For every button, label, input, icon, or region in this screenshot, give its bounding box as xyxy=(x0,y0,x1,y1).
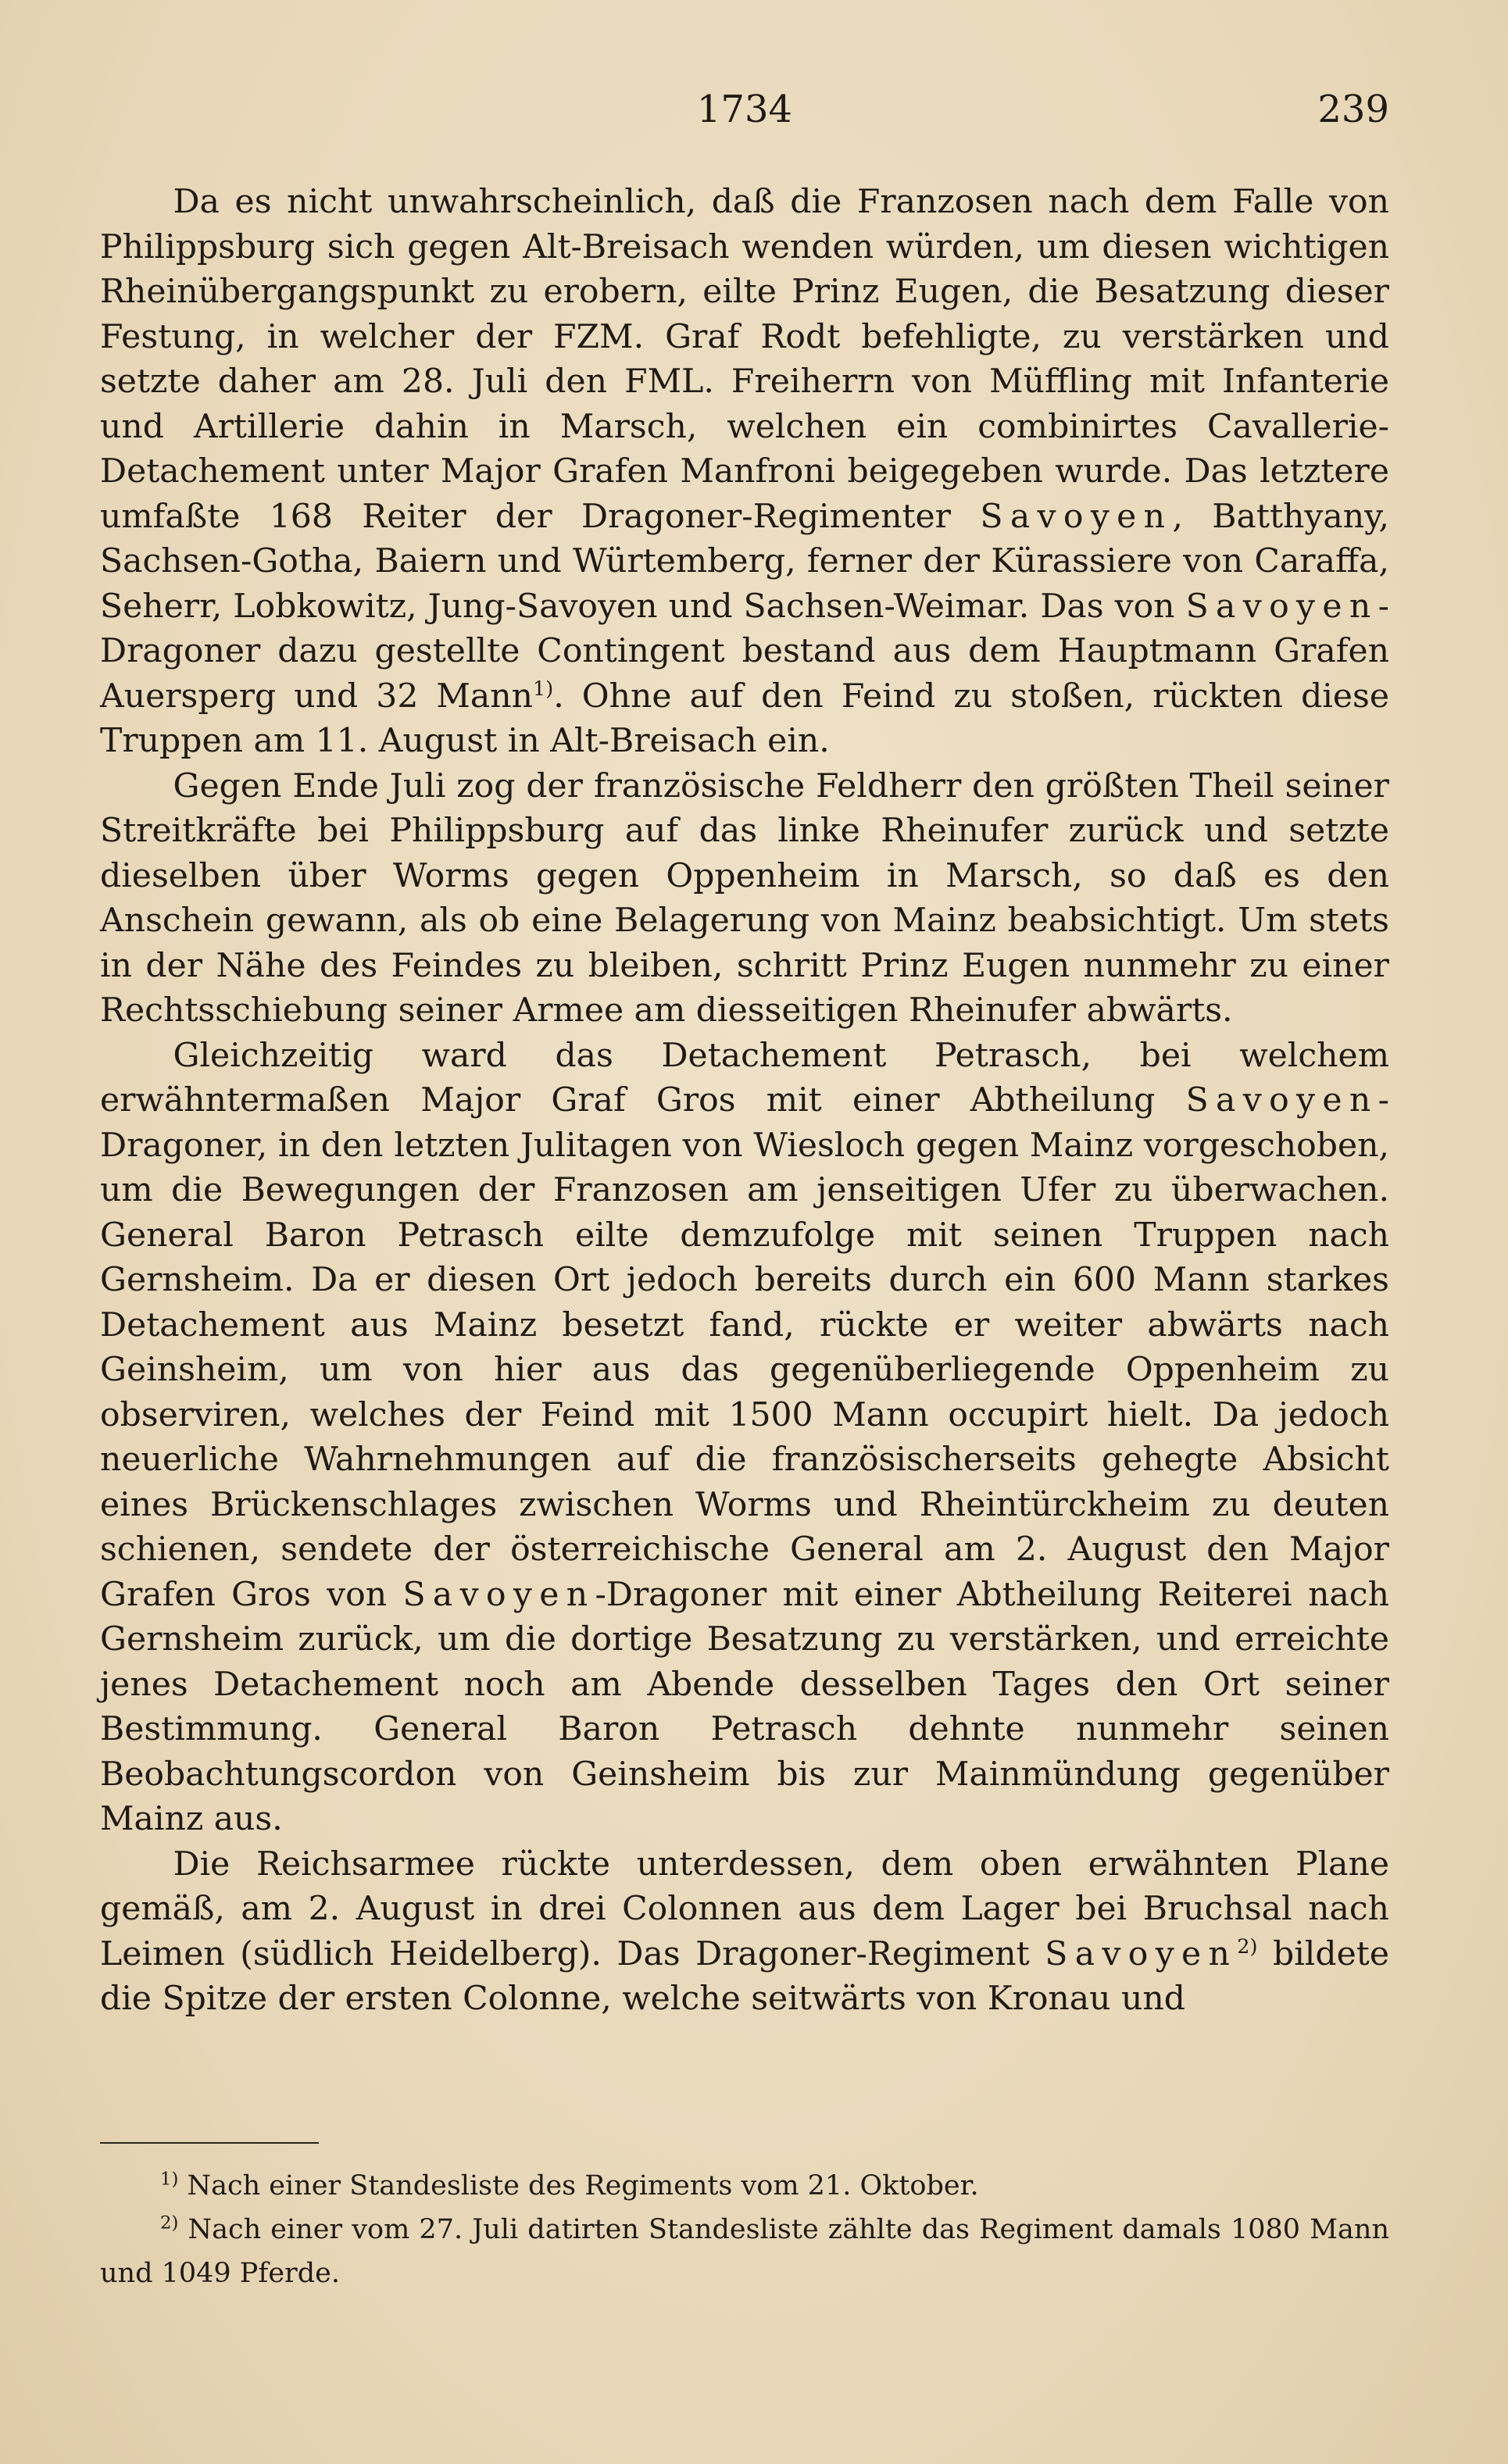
footnote-1-mark: 1) xyxy=(160,2169,179,2190)
paragraph-1-text-d: . Ohne auf den Feind zu stoßen, rückten diese Truppen am 11. August in Alt-Breisach ein. xyxy=(100,677,1389,760)
emphasis-savoyen: Savoyen xyxy=(1185,1081,1378,1120)
page-number: 239 xyxy=(1317,87,1389,131)
paragraph-3-text-c: -Dragoner mit einer Abtheilung Reiterei nach Gernsheim zurück, um die dortige Besatzung zu verstärken, und erreichte jenes Detachement noch am Abende desselben Tages den Ort seiner Bestimmung. General Baron Petrasch dehnte nunmehr seinen Beobachtungscordon von Geinsheim bis zur Mainmündung gegenüber Mainz aus. xyxy=(100,1575,1389,1838)
emphasis-savoyen: Savoyen xyxy=(402,1575,595,1614)
footnote-2-text: Nach einer vom 27. Juli datirten Standesliste zählte das Regiment damals 1080 Mann und 1049 Pferde. xyxy=(100,2214,1389,2289)
page-header xyxy=(100,87,1389,142)
emphasis-savoyen: Savoyen xyxy=(1185,587,1378,626)
footnote-1-text: Nach einer Standesliste des Regiments vom 21. Oktober. xyxy=(178,2170,979,2202)
paragraph-1 xyxy=(100,180,1389,764)
paragraph-3 xyxy=(100,1034,1389,1842)
footnote-ref-2: 2) xyxy=(1237,1934,1258,1959)
paragraph-1-text-c: -Dragoner dazu gestellte Contingent bestand aus dem Hauptmann Grafen Auersperg und 32 Mann xyxy=(100,587,1389,716)
paragraph-1-text-b: , Batthyany, Sachsen-Gotha, Baiern und Würtemberg, ferner der Kürassiere von Caraffa, Seherr, Lobkowitz, Jung-Savoyen und Sachsen-Weimar. Das von xyxy=(100,497,1390,626)
paragraph-4 xyxy=(100,1842,1389,2022)
footnote-2 xyxy=(100,2208,1389,2295)
footnote-ref-1: 1) xyxy=(533,677,554,701)
emphasis-savoyen: Savoyen xyxy=(980,497,1173,536)
body-text xyxy=(100,180,1389,2022)
paragraph-3-text-b: -Dragoner, in den letzten Julitagen von Wiesloch gegen Mainz vorgeschoben, um die Bewegungen der Franzosen am jenseitigen Ufer zu überwachen. General Baron Petrasch eilte demzufolge mit seinen Truppen nach Gernsheim. Da er diesen Ort jedoch bereits durch ein 600 Mann starkes Detachement aus Mainz besetzt fand, rückte er weiter abwärts nach Geinsheim, um von hier aus das gegenüberliegende Oppenheim zu observiren, welches der Feind mit 1500 Mann occupirt hielt. Da jedoch neuerliche Wahrnehmungen auf die französischerseits gehegte Absicht eines Brückenschlages zwischen Worms und Rheintürckheim zu deuten schienen, sendete der österreichische General am 2. August den Major Grafen Gros von xyxy=(100,1081,1389,1614)
footnote-divider xyxy=(100,2142,319,2144)
footnote-2-mark: 2) xyxy=(160,2212,179,2234)
footnotes xyxy=(100,2164,1389,2295)
emphasis-savoyen: Savoyen xyxy=(1045,1934,1238,1973)
footnote-1 xyxy=(100,2164,1389,2208)
paragraph-1-text-a: Da es nicht unwahrscheinlich, daß die Franzosen nach dem Falle von Philippsburg sich gegen Alt-Breisach wenden würden, um diesen wichtigen Rheinübergangspunkt zu erobern, eilte Prinz Eugen, die Besatzung dieser Festung, in welcher der FZM. Graf Rodt befehligte, zu verstärken und setzte daher am 28. Juli den FML. Freiherrn von Müffling mit Infanterie und Artillerie dahin in Marsch, welchen ein combinirtes Cavallerie-Detachement unter Major Grafen Manfroni beigegeben wurde. Das letztere umfaßte 168 Reiter der Dragoner-Regimenter xyxy=(100,183,1389,536)
running-head-year: 1734 xyxy=(696,87,793,131)
paragraph-2: Gegen Ende Juli zog der französische Feldherr den größten Theil seiner Streitkräfte bei Philippsburg auf das linke Rheinufer zurück und setzte dieselben über Worms gegen Oppenheim in Marsch, so daß es den Anschein gewann, als ob eine Belagerung von Mainz beabsichtigt. Um stets in der Nähe des Feindes zu bleiben, schritt Prinz Eugen nunmehr zu einer Rechtsschiebung seiner Armee am diesseitigen Rheinufer abwärts. xyxy=(100,766,1389,1030)
paragraph-3-text-a: Gleichzeitig ward das Detachement Petrasch, bei welchem erwähntermaßen Major Graf Gros mit einer Abtheilung xyxy=(100,1036,1389,1120)
paragraph-4-text-a: Die Reichsarmee rückte unterdessen, dem oben erwähnten Plane gemäß, am 2. August in drei Colonnen aus dem Lager bei Bruchsal nach Leimen (südlich Heidelberg). Das Dragoner-Regiment xyxy=(100,1844,1389,1973)
paragraph-4-text-b: bildete die Spitze der ersten Colonne, welche seitwärts von Kronau und xyxy=(100,1934,1389,2018)
